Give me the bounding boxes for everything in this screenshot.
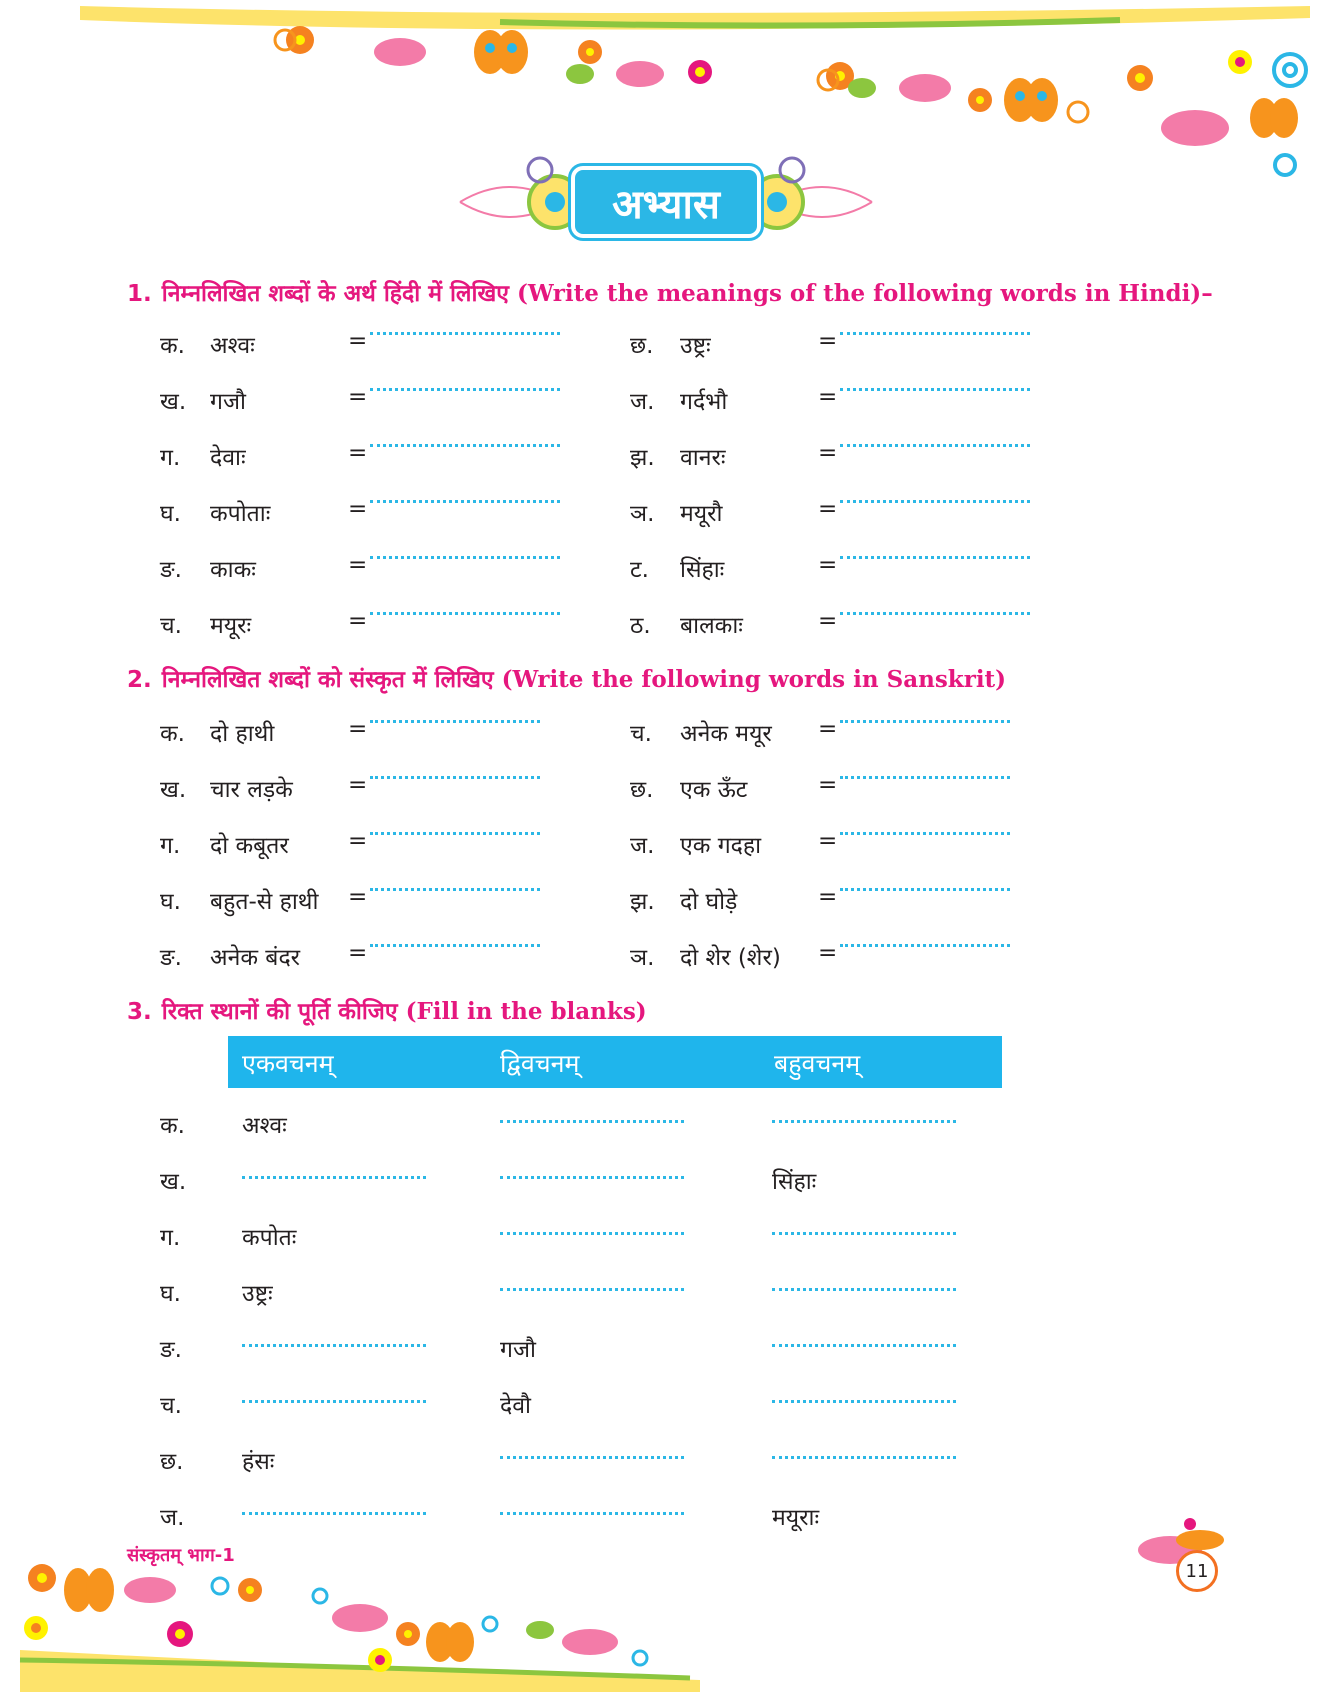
item-word: मयूरः — [210, 613, 252, 639]
equals-sign: = — [348, 716, 368, 742]
answer-line[interactable] — [370, 888, 540, 891]
question-number: 3. — [127, 999, 152, 1025]
answer-line[interactable] — [370, 500, 560, 503]
question-number: 2. — [127, 667, 152, 693]
item-word: मयूरौ — [680, 501, 723, 527]
answer-line[interactable] — [370, 944, 540, 947]
blank-answer-line[interactable] — [772, 1456, 956, 1459]
item-label: च. — [630, 721, 652, 747]
item-label: ञ. — [630, 945, 655, 971]
item-label: छ. — [630, 777, 654, 803]
blank-answer-line[interactable] — [772, 1288, 956, 1291]
page-number: 11 — [1176, 1550, 1218, 1592]
item-label: ख. — [160, 389, 187, 415]
exercise-item — [160, 384, 600, 418]
exercise-item — [160, 552, 600, 586]
flower-icon — [286, 26, 1252, 112]
blank-answer-line[interactable] — [500, 1512, 684, 1515]
table-cell: अश्वः — [242, 1113, 287, 1139]
equals-sign: = — [818, 884, 838, 910]
question-heading-hindi: निम्नलिखित शब्दों को संस्कृत में लिखिए — [161, 667, 494, 693]
exercise-item — [630, 828, 1070, 862]
answer-line[interactable] — [370, 720, 540, 723]
item-label: ङ. — [160, 557, 182, 583]
answer-line[interactable] — [840, 332, 1030, 335]
equals-sign: = — [348, 552, 368, 578]
table-cell: मयूराः — [772, 1505, 820, 1531]
table-row-label: च. — [160, 1393, 182, 1419]
answer-line[interactable] — [370, 612, 560, 615]
table-cell: गजौ — [500, 1337, 536, 1363]
item-word: अनेक मयूर — [680, 721, 772, 747]
item-label: ग. — [160, 833, 181, 859]
item-label: ग. — [160, 445, 181, 471]
item-label: ञ. — [630, 501, 655, 527]
item-word: दो हाथी — [210, 721, 275, 747]
table-cell: सिंहाः — [772, 1169, 817, 1195]
question-heading-english: (Fill in the blanks) — [405, 998, 647, 1025]
butterfly-icon — [474, 30, 528, 74]
blank-answer-line[interactable] — [500, 1120, 684, 1123]
blank-answer-line[interactable] — [242, 1400, 426, 1403]
table-cell: उष्ट्रः — [242, 1281, 273, 1307]
answer-line[interactable] — [840, 556, 1030, 559]
item-word: दो शेर (शेर) — [680, 945, 781, 971]
exercise-item — [160, 772, 600, 806]
table-row-label: घ. — [160, 1281, 181, 1307]
question-heading-hindi: निम्नलिखित शब्दों के अर्थ हिंदी में लिखिए — [161, 281, 510, 307]
item-label: क. — [160, 333, 185, 359]
item-word: कपोताः — [210, 501, 271, 527]
table-row-label: ङ. — [160, 1337, 182, 1363]
exercise-item — [160, 440, 600, 474]
answer-line[interactable] — [840, 444, 1030, 447]
column-header-plural: बहुवचनम् — [774, 1049, 861, 1078]
item-word: बहुत-से हाथी — [210, 889, 319, 915]
question-heading-english: (Write the following words in Sanskrit) — [501, 666, 1007, 693]
table-row-label: क. — [160, 1113, 185, 1139]
exercise-item — [630, 884, 1070, 918]
item-label: क. — [160, 721, 185, 747]
answer-line[interactable] — [840, 888, 1010, 891]
equals-sign: = — [818, 716, 838, 742]
equals-sign: = — [348, 608, 368, 634]
answer-line[interactable] — [840, 612, 1030, 615]
equals-sign: = — [348, 440, 368, 466]
question-number: 1. — [127, 281, 152, 307]
item-label: ज. — [630, 389, 655, 415]
table-row-label: ख. — [160, 1169, 187, 1195]
exercise-item — [630, 772, 1070, 806]
item-word: अनेक बंदर — [210, 945, 301, 971]
book-title: संस्कृतम् भाग-1 — [127, 1545, 235, 1566]
equals-sign: = — [818, 440, 838, 466]
equals-sign: = — [818, 772, 838, 798]
equals-sign: = — [818, 496, 838, 522]
exercise-item — [630, 608, 1070, 642]
table-row-label: ग. — [160, 1225, 181, 1251]
blank-answer-line[interactable] — [772, 1120, 956, 1123]
blank-answer-line[interactable] — [242, 1344, 426, 1347]
equals-sign: = — [818, 828, 838, 854]
answer-line[interactable] — [370, 776, 540, 779]
item-word: काकः — [210, 557, 256, 583]
question-3-heading — [127, 994, 647, 1026]
answer-line[interactable] — [840, 832, 1010, 835]
exercise-item — [630, 940, 1070, 974]
equals-sign: = — [818, 940, 838, 966]
item-word: एक गदहा — [680, 833, 762, 859]
exercise-item — [630, 328, 1070, 362]
equals-sign: = — [348, 328, 368, 354]
item-word: चार लड़के — [210, 777, 293, 803]
table-cell: हंसः — [242, 1449, 275, 1475]
question-heading-english: (Write the meanings of the following words in Hindi)– — [517, 280, 1213, 307]
item-word: वानरः — [680, 445, 726, 471]
exercise-title-banner — [450, 152, 882, 252]
item-word: गर्दभौ — [680, 389, 728, 415]
equals-sign: = — [348, 828, 368, 854]
equals-sign: = — [348, 884, 368, 910]
blank-answer-line[interactable] — [772, 1232, 956, 1235]
question-2-heading — [127, 662, 1006, 694]
answer-line[interactable] — [370, 556, 560, 559]
item-label: ङ. — [160, 945, 182, 971]
item-label: च. — [160, 613, 182, 639]
item-label: छ. — [630, 333, 654, 359]
blank-answer-line[interactable] — [500, 1176, 684, 1179]
table-cell: देवौ — [500, 1393, 531, 1419]
exercise-item — [160, 940, 600, 974]
column-header-dual: द्विवचनम् — [500, 1049, 580, 1078]
question-1-heading — [127, 276, 1213, 308]
item-label: घ. — [160, 501, 181, 527]
exercise-item — [160, 496, 600, 530]
equals-sign: = — [348, 384, 368, 410]
item-word: दो घोड़े — [680, 889, 738, 915]
blank-answer-line[interactable] — [500, 1232, 684, 1235]
item-label: ट. — [630, 557, 649, 583]
exercise-item — [630, 716, 1070, 750]
item-word: देवाः — [210, 445, 246, 471]
exercise-item — [630, 384, 1070, 418]
answer-line[interactable] — [370, 388, 560, 391]
item-label: ज. — [630, 833, 655, 859]
exercise-item — [630, 496, 1070, 530]
equals-sign: = — [818, 608, 838, 634]
page-title: अभ्यास — [612, 181, 720, 228]
equals-sign: = — [348, 496, 368, 522]
exercise-item — [630, 552, 1070, 586]
item-label: झ. — [630, 445, 655, 471]
blank-answer-line[interactable] — [242, 1176, 426, 1179]
question-heading-hindi: रिक्त स्थानों की पूर्ति कीजिए — [161, 999, 398, 1025]
answer-line[interactable] — [370, 832, 540, 835]
item-word: अश्वः — [210, 333, 255, 359]
item-label: झ. — [630, 889, 655, 915]
item-word: दो कबूतर — [210, 833, 289, 859]
item-label: घ. — [160, 889, 181, 915]
answer-line[interactable] — [370, 332, 560, 335]
equals-sign: = — [348, 940, 368, 966]
equals-sign: = — [818, 328, 838, 354]
answer-line[interactable] — [370, 444, 560, 447]
item-label: ख. — [160, 777, 187, 803]
equals-sign: = — [818, 552, 838, 578]
butterfly-icon — [1004, 78, 1058, 122]
exercise-item — [160, 716, 600, 750]
item-label: ठ. — [630, 613, 651, 639]
blank-answer-line[interactable] — [500, 1288, 684, 1291]
equals-sign: = — [348, 772, 368, 798]
exercise-item — [160, 328, 600, 362]
answer-line[interactable] — [840, 944, 1010, 947]
answer-line[interactable] — [840, 720, 1010, 723]
blank-answer-line[interactable] — [500, 1456, 684, 1459]
item-word: एक ऊँट — [680, 777, 748, 803]
blank-answer-line[interactable] — [772, 1400, 956, 1403]
table-header — [228, 1036, 1002, 1088]
answer-line[interactable] — [840, 776, 1010, 779]
title-box — [575, 170, 757, 234]
exercise-item — [160, 828, 600, 862]
answer-line[interactable] — [840, 500, 1030, 503]
item-word: उष्ट्रः — [680, 333, 711, 359]
item-word: सिंहाः — [680, 557, 725, 583]
blank-answer-line[interactable] — [772, 1344, 956, 1347]
answer-line[interactable] — [840, 388, 1030, 391]
item-word: बालकाः — [680, 613, 743, 639]
item-word: गजौ — [210, 389, 246, 415]
exercise-item — [160, 608, 600, 642]
exercise-item — [160, 884, 600, 918]
table-row-label: ज. — [160, 1505, 185, 1531]
table-row-label: छ. — [160, 1449, 184, 1475]
bottom-decorative-border — [0, 1560, 1332, 1692]
butterfly-icon — [64, 1568, 474, 1662]
butterfly-icon — [1250, 98, 1298, 138]
equals-sign: = — [818, 384, 838, 410]
blank-answer-line[interactable] — [242, 1512, 426, 1515]
column-header-singular: एकवचनम् — [242, 1049, 334, 1078]
table-cell: कपोतः — [242, 1225, 297, 1251]
exercise-item — [630, 440, 1070, 474]
leaf-petal-icon — [124, 1577, 618, 1655]
